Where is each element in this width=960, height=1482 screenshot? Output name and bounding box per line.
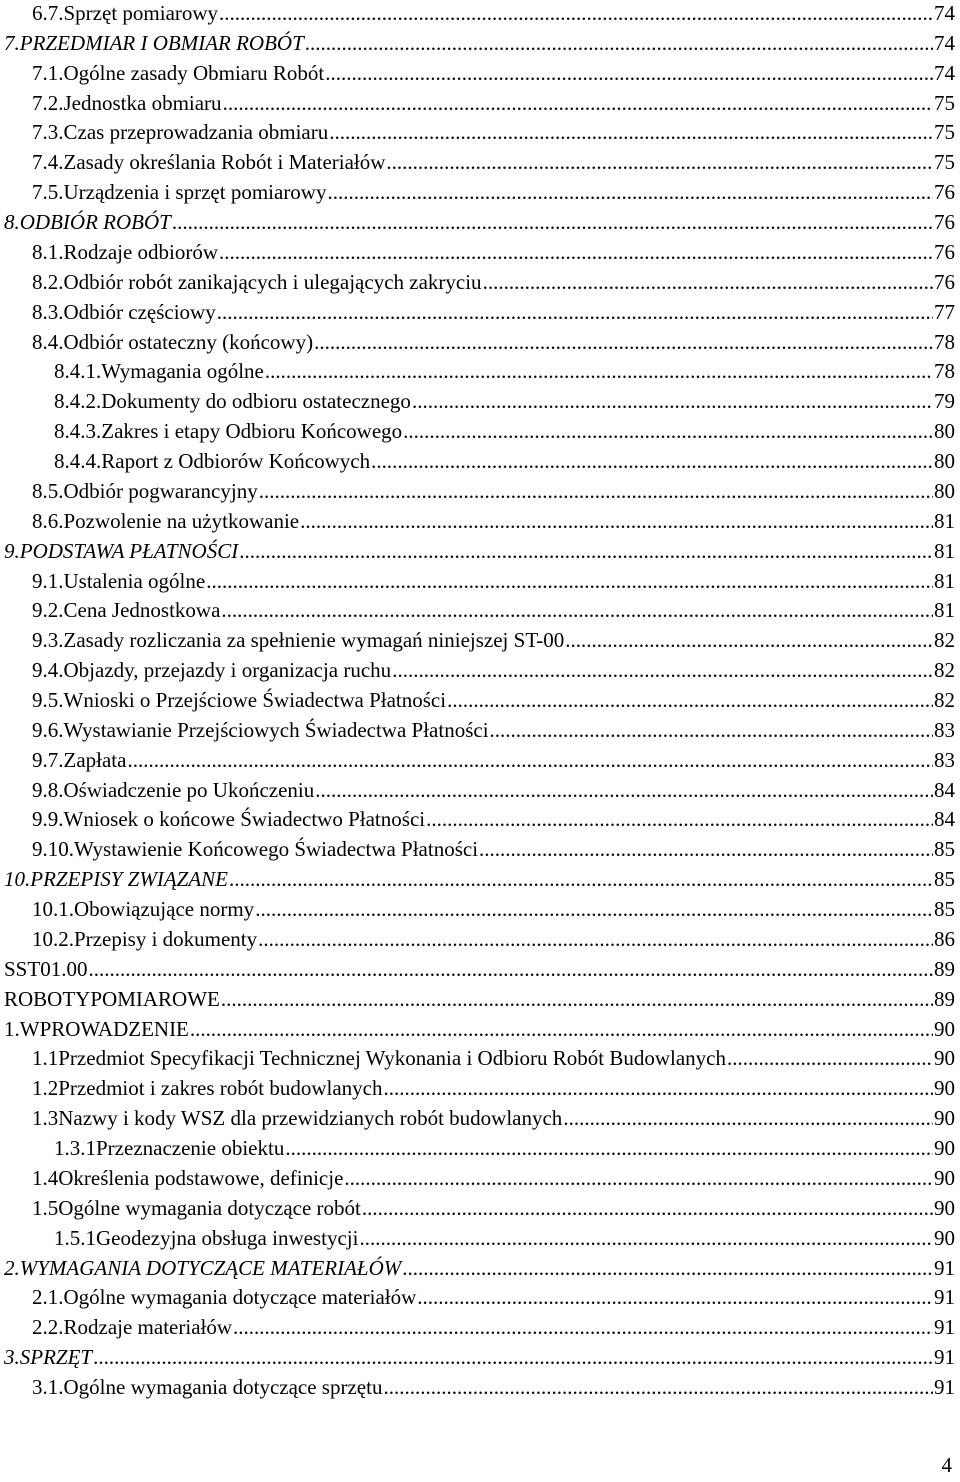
toc-entry-page: 84	[934, 777, 955, 802]
toc-entry-title: Ogólne wymagania dotyczące sprzętu	[63, 1375, 383, 1400]
toc-dot-leader	[565, 625, 933, 655]
toc-entry-page: 81	[934, 598, 955, 623]
toc-dot-leader	[362, 1193, 933, 1223]
toc-entry-number: 8.5.	[32, 478, 64, 503]
toc-entry-title: Zasady określania Robót i Materiałów	[63, 150, 386, 175]
toc-entry[interactable]	[0, 1253, 955, 1283]
toc-entry-page: 83	[934, 747, 955, 772]
toc-entry-page: 90	[934, 1225, 955, 1250]
toc-entry-title: Oświadczenie po Ukończeniu	[63, 777, 315, 802]
toc-entry-number: 6.7.	[32, 1, 64, 25]
toc-dot-leader	[417, 1282, 933, 1312]
toc-entry-page: 83	[934, 717, 955, 742]
toc-entry[interactable]	[0, 566, 955, 596]
toc-dot-leader	[221, 595, 933, 625]
toc-dot-leader	[172, 207, 933, 237]
toc-entry[interactable]	[0, 177, 955, 207]
toc-dot-leader	[315, 775, 933, 805]
toc-entry-title: 01.00	[40, 956, 88, 981]
toc-entry[interactable]	[0, 1073, 955, 1103]
toc-entry[interactable]	[0, 894, 955, 924]
toc-entry-number: 7.3.	[32, 120, 64, 145]
toc-dot-leader	[127, 745, 933, 775]
toc-entry[interactable]	[0, 1223, 955, 1253]
toc-entry-title: Objazdy, przejazdy i organizacja ruchu	[63, 658, 392, 683]
toc-entry-page: 76	[934, 269, 955, 294]
toc-entry-title: Zapłata	[63, 747, 127, 772]
toc-dot-leader	[383, 1372, 933, 1402]
toc-entry-title: Ogólne zasady Obmiaru Robót	[63, 60, 325, 85]
toc-entry-number: 2.2.	[32, 1315, 64, 1340]
toc-dot-leader	[223, 88, 933, 118]
toc-entry-page: 77	[934, 299, 955, 324]
toc-entry-number: 1.3	[32, 1106, 59, 1131]
toc-entry-page: 84	[934, 807, 955, 832]
toc-entry-number: 7.2.	[32, 90, 64, 115]
toc-entry-number: 1.	[4, 1016, 20, 1041]
toc-entry-title: Obowiązujące normy	[74, 897, 255, 922]
toc-entry-page: 91	[934, 1285, 955, 1310]
toc-entry-page: 91	[934, 1255, 955, 1280]
toc-entry-title: Wystawianie Przejściowych Świadectwa Płatności	[63, 717, 489, 742]
toc-entry-number: 9.7.	[32, 747, 64, 772]
toc-entry[interactable]	[0, 1342, 955, 1372]
toc-entry-title: Geodezyjna obsługa inwestycji	[96, 1225, 359, 1250]
toc-entry-page: 91	[934, 1315, 955, 1340]
toc-entry[interactable]	[0, 625, 955, 655]
toc-entry-page: 78	[934, 329, 955, 354]
toc-entry-title: PRZEPISY ZWIĄZANE	[30, 867, 228, 892]
toc-dot-leader	[329, 117, 933, 147]
toc-entry[interactable]	[0, 715, 955, 745]
toc-dot-leader	[479, 834, 933, 864]
toc-entry[interactable]	[0, 924, 955, 954]
toc-entry-title: Odbiór robót zanikających i ulegających zakryciu	[63, 269, 482, 294]
toc-entry-title: Rodzaje odbiorów	[63, 239, 219, 264]
toc-dot-leader	[258, 924, 933, 954]
toc-entry-title: Wystawienie Końcowego Świadectwa Płatności	[74, 837, 479, 862]
toc-entry-page: 89	[934, 956, 955, 981]
toc-dot-leader	[490, 715, 933, 745]
toc-entry-title: Odbiór pogwarancyjny	[63, 478, 258, 503]
toc-entry-title: Zakres i etapy Odbioru Końcowego	[101, 419, 403, 444]
toc-entry-title: Ustalenia ogólne	[63, 568, 206, 593]
toc-entry-page: 75	[934, 150, 955, 175]
toc-entry-title: Odbiór ostateczny (końcowy)	[63, 329, 314, 354]
toc-entry[interactable]	[0, 685, 955, 715]
toc-dot-leader	[412, 386, 933, 416]
toc-entry-number: 8.4.	[32, 329, 64, 354]
toc-entry[interactable]	[0, 446, 955, 476]
toc-entry-number: 9.8.	[32, 777, 64, 802]
toc-entry-page: 74	[934, 1, 955, 25]
toc-dot-leader	[403, 416, 933, 446]
toc-dot-leader	[255, 894, 933, 924]
toc-dot-leader	[217, 297, 933, 327]
toc-entry-title: Sprzęt pomiarowy	[63, 1, 219, 25]
toc-entry-page: 90	[934, 1076, 955, 1101]
toc-dot-leader	[325, 58, 933, 88]
toc-entry-title: ODBIÓR ROBÓT	[19, 210, 171, 235]
toc-entry-page: 90	[934, 1136, 955, 1161]
toc-entry-page: 76	[934, 239, 955, 264]
toc-entry-number: 9.9.	[32, 807, 64, 832]
toc-entry-page: 75	[934, 90, 955, 115]
toc-entry[interactable]	[0, 1043, 955, 1073]
toc-entry-title: Dokumenty do odbioru ostatecznego	[101, 389, 411, 414]
toc-dot-leader	[344, 1163, 933, 1193]
toc-entry-number: 8.3.	[32, 299, 64, 324]
toc-entry-title: Przeznaczenie obiektu	[96, 1136, 285, 1161]
toc-entry-number: 1.5.1	[54, 1225, 96, 1250]
toc-entry-title: Określenia podstawowe, definicje	[58, 1165, 344, 1190]
toc-dot-leader	[402, 1253, 933, 1283]
toc-entry-title: Cena Jednostkowa	[63, 598, 221, 623]
toc-entry-title: WYMAGANIA DOTYCZĄCE MATERIAŁÓW	[19, 1255, 402, 1280]
toc-entry-page: 82	[934, 688, 955, 712]
toc-dot-leader	[221, 984, 933, 1014]
toc-entry[interactable]	[0, 58, 955, 88]
toc-entry[interactable]	[0, 984, 955, 1014]
toc-entry[interactable]	[0, 954, 955, 984]
toc-dot-leader	[229, 864, 933, 894]
toc-dot-leader	[265, 356, 933, 386]
toc-entry-number: 9.1.	[32, 568, 64, 593]
toc-entry-page: 85	[934, 867, 955, 892]
toc-entry-page: 81	[934, 508, 955, 533]
toc-entry-page: 85	[934, 837, 955, 862]
toc-dot-leader	[392, 655, 933, 685]
toc-entry-number: 7.5.	[32, 180, 64, 205]
toc-entry-title: WPROWADZENIE	[19, 1016, 189, 1041]
toc-entry-page: 74	[934, 30, 955, 55]
toc-entry[interactable]	[0, 1163, 955, 1193]
toc-entry-number: 8.4.1.	[54, 359, 102, 384]
toc-entry-number: 2.1.	[32, 1285, 64, 1310]
toc-dot-leader	[206, 566, 933, 596]
toc-entry-page: 76	[934, 210, 955, 235]
toc-entry-title: PODSTAWA PŁATNOŚCI	[19, 538, 239, 563]
toc-entry-page: 79	[934, 389, 955, 414]
toc-entry-page: 91	[934, 1375, 955, 1400]
toc-entry[interactable]	[0, 595, 955, 625]
toc-entry-title: Odbiór częściowy	[63, 299, 216, 324]
toc-entry-title: Przedmiot Specyfikacji Technicznej Wykonania i Odbioru Robót Budowlanych	[58, 1046, 727, 1071]
toc-entry-number: 1.5	[32, 1195, 59, 1220]
toc-dot-leader	[239, 536, 933, 566]
toc-entry-page: 85	[934, 897, 955, 922]
toc-entry-number: 8.4.2.	[54, 389, 102, 414]
toc-entry-page: 90	[934, 1195, 955, 1220]
toc-entry-number: 1.1	[32, 1046, 59, 1071]
toc-dot-leader	[300, 506, 933, 536]
toc-entry[interactable]	[0, 147, 955, 177]
toc-entry-title: SPRZĘT	[19, 1345, 93, 1370]
toc-dot-leader	[426, 804, 933, 834]
toc-entry[interactable]	[0, 1193, 955, 1223]
toc-entry-page: 82	[934, 628, 955, 653]
toc-entry[interactable]	[0, 297, 955, 327]
toc-entry[interactable]	[0, 655, 955, 685]
toc-dot-leader	[371, 446, 933, 476]
toc-entry[interactable]	[0, 476, 955, 506]
toc-entry-title: Urządzenia i sprzęt pomiarowy	[63, 180, 327, 205]
toc-dot-leader	[384, 1073, 934, 1103]
toc-entry-number: 2.	[4, 1255, 20, 1280]
toc-dot-leader	[314, 327, 933, 357]
toc-entry-number: 9.2.	[32, 598, 64, 623]
toc-entry-page: 82	[934, 658, 955, 683]
toc-entry[interactable]	[0, 356, 955, 386]
toc-entry[interactable]	[0, 207, 955, 237]
toc-entry-page: 90	[934, 1016, 955, 1041]
toc-dot-leader	[305, 28, 933, 58]
toc-entry-title: Zasady rozliczania za spełnienie wymagań niniejszej ST-00	[63, 628, 565, 653]
toc-dot-leader	[190, 1014, 933, 1044]
toc-entry-number: ROBOTY	[4, 986, 91, 1011]
toc-entry-page: 81	[934, 538, 955, 563]
toc-entry[interactable]	[0, 267, 955, 297]
toc-dot-leader	[327, 177, 933, 207]
toc-entry-title: Wniosek o końcowe Świadectwo Płatności	[63, 807, 426, 832]
toc-entry-number: 9.5.	[32, 688, 64, 712]
toc-entry-page: 91	[934, 1345, 955, 1370]
toc-entry-page: 74	[934, 60, 955, 85]
toc-entry-title: Nazwy i kody WSZ dla przewidzianych robót budowlanych	[58, 1106, 563, 1131]
toc-entry[interactable]	[0, 117, 955, 147]
toc-entry[interactable]	[0, 327, 955, 357]
toc-entry[interactable]	[0, 506, 955, 536]
toc-entry[interactable]	[0, 416, 955, 446]
toc-entry-page: 90	[934, 1165, 955, 1190]
toc-entry[interactable]	[0, 1133, 955, 1163]
toc-entry[interactable]	[0, 237, 955, 267]
toc-dot-leader	[93, 1342, 933, 1372]
toc-entry-number: 9.3.	[32, 628, 64, 653]
toc-entry[interactable]	[0, 864, 955, 894]
toc-entry[interactable]	[0, 28, 955, 58]
toc-entry-page: 76	[934, 180, 955, 205]
toc-entry-title: Wnioski o Przejściowe Świadectwa Płatności	[63, 688, 447, 712]
toc-entry-number: 8.	[4, 210, 20, 235]
toc-dot-leader	[259, 476, 933, 506]
toc-dot-leader	[386, 147, 933, 177]
toc-entry-number: 1.4	[32, 1165, 59, 1190]
toc-dot-leader	[88, 954, 933, 984]
toc-entry-number: 8.4.3.	[54, 419, 102, 444]
toc-entry-page: 81	[934, 568, 955, 593]
toc-entry-page: 75	[934, 120, 955, 145]
toc-dot-leader	[219, 237, 933, 267]
toc-dot-leader	[483, 267, 933, 297]
toc-entry[interactable]	[0, 536, 955, 566]
toc-entry-page: 90	[934, 1046, 955, 1071]
toc-entry-number: 7.	[4, 30, 20, 55]
toc-entry[interactable]	[0, 88, 955, 118]
toc-entry[interactable]	[0, 1282, 955, 1312]
toc-entry-number: 8.2.	[32, 269, 64, 294]
toc-entry-number: 7.1.	[32, 60, 64, 85]
toc-entry-page: 86	[934, 926, 955, 951]
toc-entry-number: 10.	[4, 867, 31, 892]
toc-entry-number: 10.1.	[32, 897, 74, 922]
toc-entry-number: 1.2	[32, 1076, 59, 1101]
toc-dot-leader	[563, 1103, 933, 1133]
toc-entry-page: 89	[934, 986, 955, 1011]
toc-entry-page: 90	[934, 1106, 955, 1131]
toc-entry-number: 8.4.4.	[54, 449, 102, 474]
toc-dot-leader	[219, 0, 933, 28]
toc-dot-leader	[447, 685, 933, 715]
toc-entry[interactable]	[0, 834, 955, 864]
toc-entry-title: Ogólne wymagania dotyczące robót	[58, 1195, 361, 1220]
toc-entry-page: 80	[934, 419, 955, 444]
toc-entry-number: 9.10.	[32, 837, 74, 862]
toc-entry-page: 80	[934, 449, 955, 474]
toc-entry[interactable]	[0, 1312, 955, 1342]
page-number: 4	[941, 1453, 952, 1477]
toc-entry-title: Raport z Odbiorów Końcowych	[101, 449, 371, 474]
toc-dot-leader	[727, 1043, 933, 1073]
toc-entry-page: 80	[934, 478, 955, 503]
toc-entry-title: Przedmiot i zakres robót budowlanych	[58, 1076, 383, 1101]
toc-entry-title: Rodzaje materiałów	[63, 1315, 233, 1340]
toc-entry-number: 7.4.	[32, 150, 64, 175]
toc-entry[interactable]	[0, 745, 955, 775]
toc-entry-number: 3.	[4, 1345, 20, 1370]
toc-entry-number: 8.1.	[32, 239, 64, 264]
toc-entry[interactable]	[0, 1014, 955, 1044]
toc-entry[interactable]	[0, 1372, 955, 1402]
toc-entry-number: SST	[4, 956, 41, 981]
toc-entry[interactable]	[0, 0, 955, 28]
toc-entry-page: 78	[934, 359, 955, 384]
toc-entry-title: Przepisy i dokumenty	[74, 926, 258, 951]
toc-entry-number: 8.6.	[32, 508, 64, 533]
toc-entry-number: 10.2.	[32, 926, 74, 951]
toc-dot-leader	[285, 1133, 933, 1163]
toc-entry-title: Jednostka obmiaru	[63, 90, 222, 115]
toc-entry-title: POMIAROWE	[90, 986, 220, 1011]
toc-entry[interactable]	[0, 775, 955, 805]
toc-entry-title: PRZEDMIAR I OBMIAR ROBÓT	[19, 30, 304, 55]
toc-entry[interactable]	[0, 386, 955, 416]
toc-entry-number: 1.3.1	[54, 1136, 96, 1161]
toc-entry[interactable]	[0, 1103, 955, 1133]
toc-entry-number: 9.	[4, 538, 20, 563]
toc-entry-title: Pozwolenie na użytkowanie	[63, 508, 300, 533]
toc-dot-leader	[233, 1312, 933, 1342]
toc-entry-number: 9.6.	[32, 717, 64, 742]
toc-entry-title: Wymagania ogólne	[101, 359, 264, 384]
toc-dot-leader	[359, 1223, 933, 1253]
toc-entry-title: Ogólne wymagania dotyczące materiałów	[63, 1285, 417, 1310]
toc-entry-number: 9.4.	[32, 658, 64, 683]
toc-entry[interactable]	[0, 804, 955, 834]
toc-entry-number: 3.1.	[32, 1375, 64, 1400]
toc-entry-title: Czas przeprowadzania obmiaru	[63, 120, 329, 145]
